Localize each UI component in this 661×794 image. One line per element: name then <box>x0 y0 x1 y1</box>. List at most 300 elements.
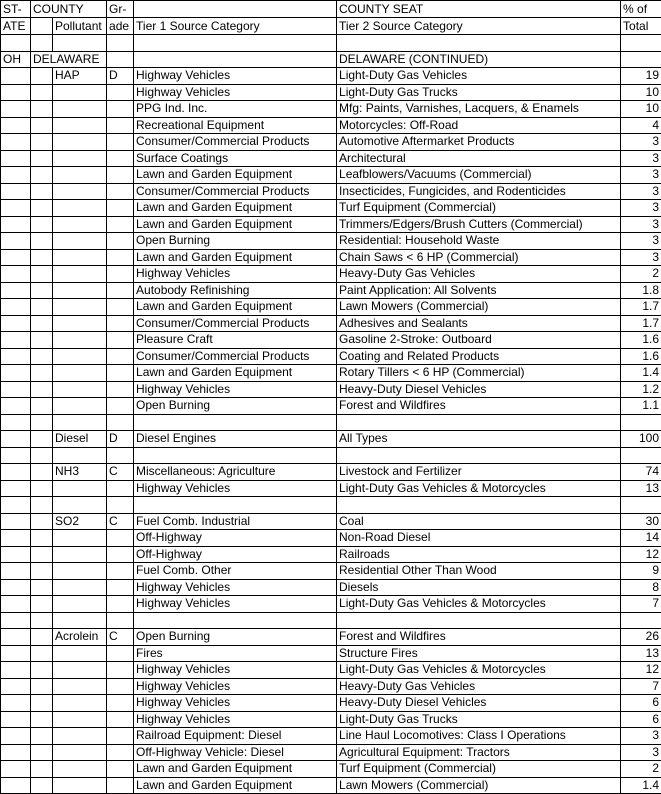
table-row <box>1 777 661 794</box>
header-row-2 <box>1 18 661 35</box>
state-cell <box>1 101 31 118</box>
header-blank <box>134 1 337 18</box>
tier2-cell <box>337 612 621 629</box>
grade-cell <box>107 612 134 629</box>
pollutant-cell <box>53 711 107 728</box>
grade-cell <box>107 645 134 662</box>
tier2-cell: Adhesives and Sealants <box>337 315 621 332</box>
tier2-cell <box>337 447 621 464</box>
table-row <box>1 117 661 134</box>
percent-cell: 6 <box>621 711 661 728</box>
table-row <box>1 464 661 481</box>
county-cell <box>31 530 53 547</box>
percent-cell: 3 <box>621 728 661 745</box>
state-cell <box>1 299 31 316</box>
table-row <box>1 249 661 266</box>
table-row <box>1 761 661 778</box>
percent-cell: 3 <box>621 216 661 233</box>
percent-cell: 1.6 <box>621 348 661 365</box>
tier2-cell: Light-Duty Gas Vehicles & Motorcycles <box>337 480 621 497</box>
pollutant-cell <box>53 546 107 563</box>
grade-cell <box>107 266 134 283</box>
county-cell <box>31 464 53 481</box>
tier1-cell: Highway Vehicles <box>134 68 337 85</box>
tier1-cell <box>134 51 337 68</box>
state-cell <box>1 167 31 184</box>
tier2-cell: Agricultural Equipment: Tractors <box>337 744 621 761</box>
tier1-cell: Highway Vehicles <box>134 480 337 497</box>
county-cell <box>31 777 53 794</box>
percent-cell: 1.2 <box>621 381 661 398</box>
pollutant-cell: Diesel <box>53 431 107 448</box>
county-cell <box>31 134 53 151</box>
state-cell <box>1 315 31 332</box>
state-cell <box>1 744 31 761</box>
percent-cell: 19 <box>621 68 661 85</box>
percent-cell: 3 <box>621 233 661 250</box>
county-cell <box>31 332 53 349</box>
pollutant-cell <box>53 35 107 52</box>
tier2-cell: Lawn Mowers (Commercial) <box>337 299 621 316</box>
tier1-cell: Highway Vehicles <box>134 381 337 398</box>
grade-cell <box>107 546 134 563</box>
percent-cell <box>621 447 661 464</box>
tier1-cell: Lawn and Garden Equipment <box>134 299 337 316</box>
table-row <box>1 728 661 745</box>
tier1-cell: Lawn and Garden Equipment <box>134 249 337 266</box>
tier1-cell: Highway Vehicles <box>134 596 337 613</box>
header-county-seat: COUNTY SEAT <box>337 1 621 18</box>
percent-cell <box>621 414 661 431</box>
table-row <box>1 84 661 101</box>
tier1-cell: Diesel Engines <box>134 431 337 448</box>
state-cell <box>1 398 31 415</box>
county-cell <box>31 596 53 613</box>
county-cell <box>31 662 53 679</box>
grade-cell <box>107 117 134 134</box>
tier1-cell: Highway Vehicles <box>134 678 337 695</box>
pollutant-cell <box>53 563 107 580</box>
state-cell <box>1 233 31 250</box>
tier2-cell: Livestock and Fertilizer <box>337 464 621 481</box>
table-row <box>1 414 661 431</box>
state-cell <box>1 249 31 266</box>
header-tier2: Tier 2 Source Category <box>337 18 621 35</box>
tier2-cell: Diesels <box>337 579 621 596</box>
percent-cell: 12 <box>621 546 661 563</box>
table-row <box>1 612 661 629</box>
county-cell <box>31 728 53 745</box>
tier2-cell: Mfg: Paints, Varnishes, Lacquers, & Enamels <box>337 101 621 118</box>
pollutant-cell <box>53 200 107 217</box>
tier2-cell: Leafblowers/Vacuums (Commercial) <box>337 167 621 184</box>
tier2-cell <box>337 414 621 431</box>
pollutant-cell <box>53 761 107 778</box>
county-cell <box>31 381 53 398</box>
state-cell <box>1 134 31 151</box>
table-row <box>1 150 661 167</box>
grade-cell <box>107 134 134 151</box>
tier1-cell: Lawn and Garden Equipment <box>134 365 337 382</box>
pollutant-cell <box>53 744 107 761</box>
tier2-cell: Heavy-Duty Gas Vehicles <box>337 266 621 283</box>
pollutant-cell <box>53 530 107 547</box>
pollutant-cell <box>53 612 107 629</box>
percent-cell <box>621 612 661 629</box>
grade-cell <box>107 200 134 217</box>
state-cell <box>1 431 31 448</box>
pollutant-cell <box>53 480 107 497</box>
state-cell <box>1 711 31 728</box>
grade-cell <box>107 447 134 464</box>
state-cell <box>1 414 31 431</box>
tier2-cell: Heavy-Duty Diesel Vehicles <box>337 695 621 712</box>
pollutant-cell <box>53 315 107 332</box>
tier1-cell: Open Burning <box>134 233 337 250</box>
state-cell <box>1 150 31 167</box>
tier1-cell <box>134 35 337 52</box>
tier1-cell: Lawn and Garden Equipment <box>134 761 337 778</box>
pollutant-cell <box>53 233 107 250</box>
county-cell <box>31 645 53 662</box>
tier1-cell: Off-Highway Vehicle: Diesel <box>134 744 337 761</box>
tier2-cell: Chain Saws < 6 HP (Commercial) <box>337 249 621 266</box>
tier1-cell: Autobody Refinishing <box>134 282 337 299</box>
county-cell <box>31 282 53 299</box>
state-cell <box>1 629 31 646</box>
tier1-cell <box>134 497 337 514</box>
grade-cell: C <box>107 629 134 646</box>
grade-cell <box>107 233 134 250</box>
county-cell <box>31 695 53 712</box>
tier2-cell: Light-Duty Gas Trucks <box>337 84 621 101</box>
tier1-cell: Fuel Comb. Other <box>134 563 337 580</box>
tier2-cell: Turf Equipment (Commercial) <box>337 200 621 217</box>
tier1-cell: Highway Vehicles <box>134 266 337 283</box>
header-county-blank <box>31 18 53 35</box>
state-cell <box>1 777 31 794</box>
percent-cell: 3 <box>621 744 661 761</box>
percent-cell: 10 <box>621 84 661 101</box>
table-row <box>1 332 661 349</box>
state-cell <box>1 332 31 349</box>
tier1-cell: Fires <box>134 645 337 662</box>
tier2-cell: Light-Duty Gas Trucks <box>337 711 621 728</box>
grade-cell <box>107 711 134 728</box>
tier2-cell: All Types <box>337 431 621 448</box>
table-row <box>1 365 661 382</box>
table-row <box>1 447 661 464</box>
county-cell <box>31 744 53 761</box>
county-cell <box>31 497 53 514</box>
table-row <box>1 299 661 316</box>
percent-cell: 3 <box>621 167 661 184</box>
tier1-cell: Lawn and Garden Equipment <box>134 167 337 184</box>
pollutant-cell <box>53 249 107 266</box>
tier2-cell: Forest and Wildfires <box>337 398 621 415</box>
pollutant-cell: NH3 <box>53 464 107 481</box>
tier1-cell: Lawn and Garden Equipment <box>134 200 337 217</box>
header-grade-bottom: ade <box>107 18 134 35</box>
tier1-cell: PPG Ind. Inc. <box>134 101 337 118</box>
county-cell <box>31 183 53 200</box>
table-body <box>1 1 661 794</box>
table-row <box>1 431 661 448</box>
state-cell <box>1 546 31 563</box>
table-row <box>1 233 661 250</box>
percent-cell: 2 <box>621 266 661 283</box>
county-cell <box>31 35 53 52</box>
table-row <box>1 398 661 415</box>
percent-cell: 100 <box>621 431 661 448</box>
grade-cell <box>107 216 134 233</box>
table-row <box>1 183 661 200</box>
table-row <box>1 35 661 52</box>
county-cell: DELAWARE <box>31 51 107 68</box>
tier2-cell: Heavy-Duty Gas Vehicles <box>337 678 621 695</box>
grade-cell <box>107 563 134 580</box>
table-row <box>1 711 661 728</box>
county-cell <box>31 365 53 382</box>
pollutant-cell <box>53 117 107 134</box>
state-cell <box>1 645 31 662</box>
grade-cell <box>107 365 134 382</box>
grade-cell <box>107 84 134 101</box>
grade-cell <box>107 51 134 68</box>
pollutant-cell <box>53 596 107 613</box>
percent-cell: 3 <box>621 200 661 217</box>
grade-cell <box>107 596 134 613</box>
tier1-cell: Railroad Equipment: Diesel <box>134 728 337 745</box>
tier2-cell: Light-Duty Gas Vehicles & Motorcycles <box>337 596 621 613</box>
state-cell <box>1 183 31 200</box>
table-row <box>1 381 661 398</box>
table-row <box>1 480 661 497</box>
grade-cell <box>107 282 134 299</box>
pollutant-cell <box>53 777 107 794</box>
grade-cell <box>107 414 134 431</box>
state-cell <box>1 678 31 695</box>
state-cell <box>1 117 31 134</box>
state-cell <box>1 35 31 52</box>
county-cell <box>31 447 53 464</box>
percent-cell: 13 <box>621 480 661 497</box>
table-row <box>1 167 661 184</box>
pollutant-cell <box>53 662 107 679</box>
state-cell <box>1 695 31 712</box>
percent-cell <box>621 35 661 52</box>
pollutant-cell <box>53 365 107 382</box>
table-row <box>1 596 661 613</box>
state-cell <box>1 464 31 481</box>
tier2-cell: Motorcycles: Off-Road <box>337 117 621 134</box>
pollutant-cell <box>53 645 107 662</box>
pollutant-cell <box>53 414 107 431</box>
tier1-cell: Off-Highway <box>134 546 337 563</box>
tier2-cell: Structure Fires <box>337 645 621 662</box>
tier2-cell: Coating and Related Products <box>337 348 621 365</box>
pollutant-cell <box>53 398 107 415</box>
county-cell <box>31 414 53 431</box>
state-cell <box>1 216 31 233</box>
percent-cell: 1.4 <box>621 365 661 382</box>
tier1-cell: Consumer/Commercial Products <box>134 134 337 151</box>
tier1-cell <box>134 447 337 464</box>
tier1-cell: Consumer/Commercial Products <box>134 315 337 332</box>
state-cell <box>1 447 31 464</box>
county-cell <box>31 398 53 415</box>
state-cell <box>1 68 31 85</box>
table-row <box>1 513 661 530</box>
percent-cell: 9 <box>621 563 661 580</box>
tier2-cell: Residential: Household Waste <box>337 233 621 250</box>
state-cell <box>1 761 31 778</box>
tier1-cell: Highway Vehicles <box>134 84 337 101</box>
county-cell <box>31 117 53 134</box>
header-county: COUNTY <box>31 1 107 18</box>
state-cell <box>1 266 31 283</box>
tier1-cell: Lawn and Garden Equipment <box>134 777 337 794</box>
percent-cell: 13 <box>621 645 661 662</box>
table-row <box>1 266 661 283</box>
grade-cell <box>107 150 134 167</box>
tier1-cell: Pleasure Craft <box>134 332 337 349</box>
table-row <box>1 546 661 563</box>
tier1-cell: Miscellaneous: Agriculture <box>134 464 337 481</box>
tier1-cell <box>134 612 337 629</box>
table-row <box>1 348 661 365</box>
percent-cell: 4 <box>621 117 661 134</box>
grade-cell <box>107 315 134 332</box>
tier1-cell: Highway Vehicles <box>134 662 337 679</box>
tier2-cell: Turf Equipment (Commercial) <box>337 761 621 778</box>
pollutant-cell <box>53 579 107 596</box>
percent-cell: 14 <box>621 530 661 547</box>
pollutant-cell <box>53 299 107 316</box>
county-cell <box>31 84 53 101</box>
pollutant-cell: SO2 <box>53 513 107 530</box>
pollutant-cell <box>53 150 107 167</box>
pollutant-cell <box>53 678 107 695</box>
pollutant-cell <box>53 728 107 745</box>
header-tier1: Tier 1 Source Category <box>134 18 337 35</box>
percent-cell: 30 <box>621 513 661 530</box>
tier1-cell: Open Burning <box>134 398 337 415</box>
county-cell <box>31 216 53 233</box>
tier1-cell: Consumer/Commercial Products <box>134 183 337 200</box>
table-row <box>1 51 661 68</box>
tier1-cell: Highway Vehicles <box>134 695 337 712</box>
percent-cell: 1.1 <box>621 398 661 415</box>
percent-cell: 6 <box>621 695 661 712</box>
table-row <box>1 678 661 695</box>
grade-cell <box>107 348 134 365</box>
table-row <box>1 579 661 596</box>
percent-cell <box>621 51 661 68</box>
percent-cell: 3 <box>621 150 661 167</box>
county-cell <box>31 348 53 365</box>
grade-cell <box>107 761 134 778</box>
percent-cell: 8 <box>621 579 661 596</box>
state-cell <box>1 480 31 497</box>
county-cell <box>31 563 53 580</box>
header-pollutant: Pollutant <box>53 18 107 35</box>
county-cell <box>31 200 53 217</box>
tier2-cell: Automotive Aftermarket Products <box>337 134 621 151</box>
county-cell <box>31 249 53 266</box>
grade-cell <box>107 678 134 695</box>
state-cell <box>1 612 31 629</box>
tier2-cell: Forest and Wildfires <box>337 629 621 646</box>
tier2-cell: DELAWARE (CONTINUED) <box>337 51 621 68</box>
grade-cell <box>107 35 134 52</box>
tier2-cell: Light-Duty Gas Vehicles & Motorcycles <box>337 662 621 679</box>
grade-cell <box>107 299 134 316</box>
table-row <box>1 200 661 217</box>
percent-cell: 3 <box>621 134 661 151</box>
county-cell <box>31 711 53 728</box>
tier1-cell <box>134 414 337 431</box>
tier1-cell: Highway Vehicles <box>134 711 337 728</box>
percent-cell: 74 <box>621 464 661 481</box>
tier1-cell: Recreational Equipment <box>134 117 337 134</box>
pollutant-cell: HAP <box>53 68 107 85</box>
county-cell <box>31 546 53 563</box>
header-grade-top: Gr- <box>107 1 134 18</box>
grade-cell: C <box>107 464 134 481</box>
percent-cell: 1.4 <box>621 777 661 794</box>
pollutant-cell <box>53 101 107 118</box>
percent-cell: 7 <box>621 596 661 613</box>
pollutant-cell <box>53 497 107 514</box>
header-state-top: ST- <box>1 1 31 18</box>
table-row <box>1 497 661 514</box>
pollutant-cell <box>53 183 107 200</box>
state-cell <box>1 381 31 398</box>
table-row <box>1 744 661 761</box>
state-cell <box>1 365 31 382</box>
tier2-cell: Residential Other Than Wood <box>337 563 621 580</box>
tier2-cell: Paint Application: All Solvents <box>337 282 621 299</box>
state-cell <box>1 530 31 547</box>
county-cell <box>31 761 53 778</box>
state-cell <box>1 563 31 580</box>
pollutant-cell <box>53 84 107 101</box>
pollutant-cell: Acrolein <box>53 629 107 646</box>
grade-cell <box>107 101 134 118</box>
county-cell <box>31 480 53 497</box>
state-cell: OH <box>1 51 31 68</box>
percent-cell: 1.6 <box>621 332 661 349</box>
tier2-cell: Coal <box>337 513 621 530</box>
percent-cell: 1.8 <box>621 282 661 299</box>
tier1-cell: Lawn and Garden Equipment <box>134 216 337 233</box>
tier2-cell: Gasoline 2-Stroke: Outboard <box>337 332 621 349</box>
table-row <box>1 563 661 580</box>
county-cell <box>31 579 53 596</box>
county-cell <box>31 678 53 695</box>
tier2-cell: Non-Road Diesel <box>337 530 621 547</box>
county-cell <box>31 315 53 332</box>
grade-cell <box>107 728 134 745</box>
pollutant-cell <box>53 348 107 365</box>
tier1-cell: Highway Vehicles <box>134 579 337 596</box>
tier2-cell: Line Haul Locomotives: Class I Operations <box>337 728 621 745</box>
percent-cell: 2 <box>621 761 661 778</box>
pollutant-cell <box>53 282 107 299</box>
state-cell <box>1 513 31 530</box>
percent-cell: 10 <box>621 101 661 118</box>
